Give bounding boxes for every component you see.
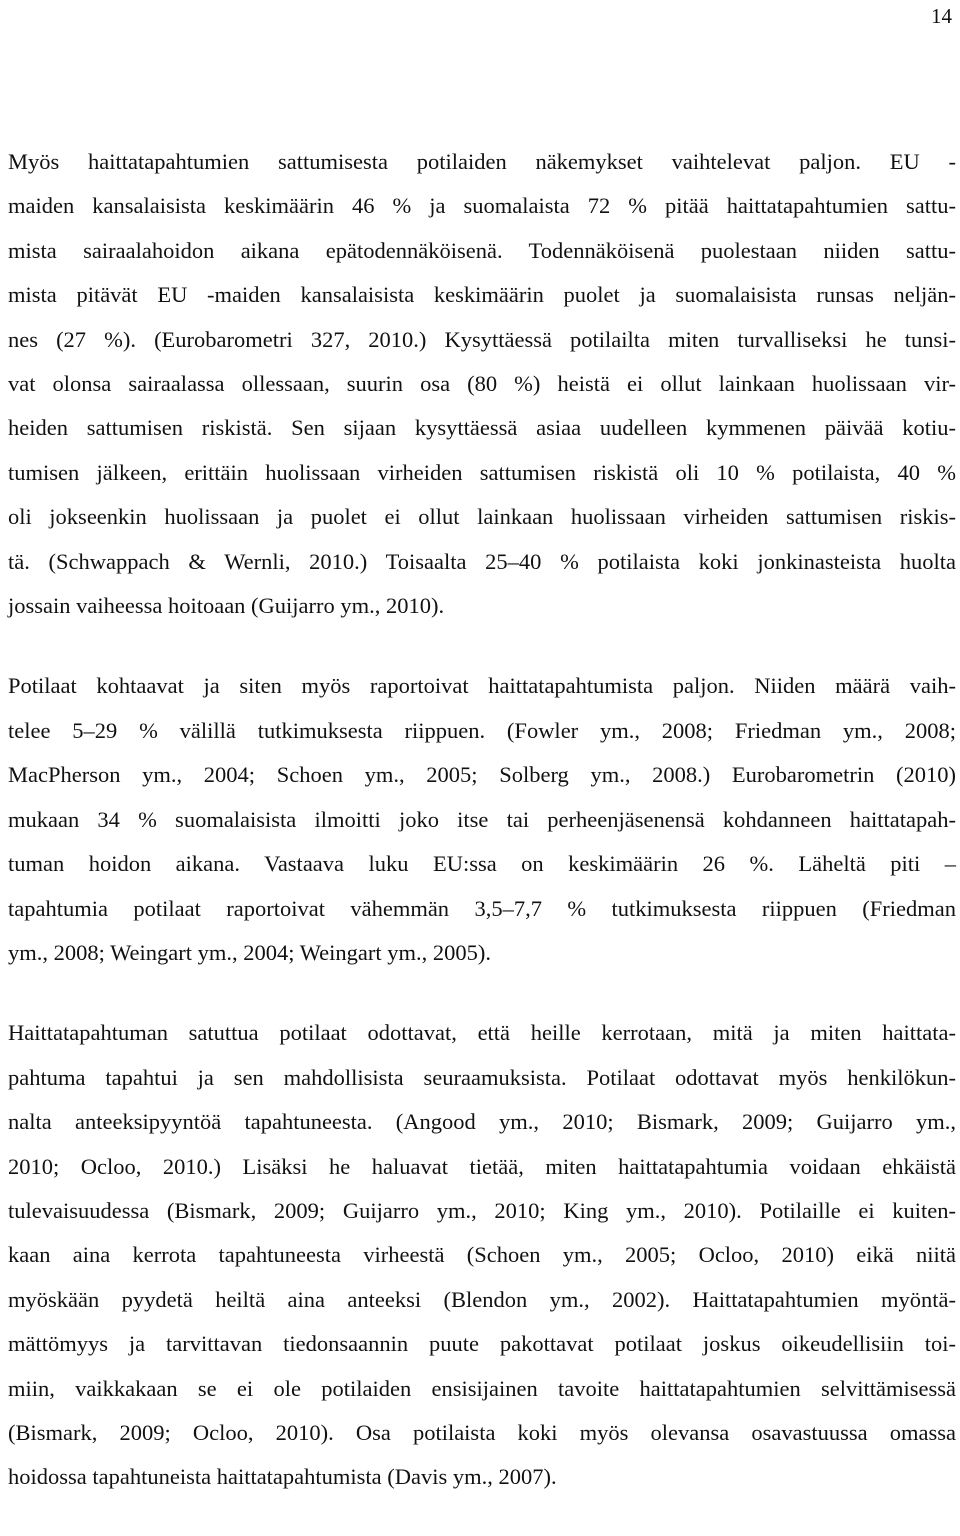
text-line: kaan aina kerrota tapahtuneesta virheestä (Schoen ym., 2005; Ocloo, 2010) eikä niitä — [8, 1242, 956, 1268]
text-line: jossain vaiheessa hoitoaan (Guijarro ym., 2010). — [8, 593, 445, 619]
paragraph-1 — [8, 140, 956, 628]
text-line: heiden sattumisen riskistä. Sen sijaan kysyttäessä asiaa uudelleen kymmenen päivää kotiu- — [8, 415, 956, 441]
text-line: Potilaat kohtaavat ja siten myös raportoivat haittatapahtumista paljon. Niiden määrä vaih- — [8, 673, 956, 699]
text-line: tä. (Schwappach & Wernli, 2010.) Toisaalta 25–40 % potilaista koki jonkinasteista huolta — [8, 548, 956, 574]
paragraph-3 — [8, 1011, 956, 1499]
text-line: myöskään pyydetä heiltä aina anteeksi (Blendon ym., 2002). Haittatapahtumien myöntä- — [8, 1286, 956, 1312]
paragraph-2 — [8, 664, 956, 975]
text-line: maiden kansalaisista keskimäärin 46 % ja suomalaista 72 % pitää haittatapahtumien sattu- — [8, 193, 956, 219]
text-line: MacPherson ym., 2004; Schoen ym., 2005; Solberg ym., 2008.) Eurobarometrin (2010) — [8, 762, 956, 788]
text-line: mukaan 34 % suomalaisista ilmoitti joko itse tai perheenjäsenensä kohdanneen haittatapah- — [8, 806, 956, 832]
text-line: oli jokseenkin huolissaan ja puolet ei ollut lainkaan huolissaan virheiden sattumisen riskis- — [8, 504, 956, 530]
text-line: (Bismark, 2009; Ocloo, 2010). Osa potilaista koki myös olevansa osavastuussa omassa — [8, 1419, 956, 1445]
text-line: mista sairaalahoidon aikana epätodennäköisenä. Todennäköisenä puolestaan niiden sattu- — [8, 237, 956, 263]
text-line: tulevaisuudessa (Bismark, 2009; Guijarro ym., 2010; King ym., 2010). Potilaille ei kuiten- — [8, 1197, 956, 1223]
text-line: ym., 2008; Weingart ym., 2004; Weingart ym., 2005). — [8, 939, 491, 965]
text-line: pahtuma tapahtui ja sen mahdollisista seuraamuksista. Potilaat odottavat myös henkilökun- — [8, 1064, 956, 1090]
text-line: tumisen jälkeen, erittäin huolissaan virheiden sattumisen riskistä oli 10 % potilaista, 40 % — [8, 459, 956, 485]
document-body — [8, 140, 956, 1536]
text-line: nalta anteeksipyyntöä tapahtuneesta. (Angood ym., 2010; Bismark, 2009; Guijarro ym., — [8, 1109, 956, 1135]
text-line: vat olonsa sairaalassa ollessaan, suurin osa (80 %) heistä ei ollut lainkaan huolissaan vir- — [8, 371, 956, 397]
text-line: mättömyys ja tarvittavan tiedonsaannin puute pakottavat potilaat joskus oikeudellisiin toi- — [8, 1331, 956, 1357]
text-line: miin, vaikkakaan se ei ole potilaiden ensisijainen tavoite haittatapahtumien selvittämisessä — [8, 1375, 956, 1401]
page-number: 14 — [931, 4, 952, 28]
text-line: nes (27 %). (Eurobarometri 327, 2010.) Kysyttäessä potilailta miten turvalliseksi he tunsi- — [8, 326, 956, 352]
text-line: mista pitävät EU -maiden kansalaisista keskimäärin puolet ja suomalaisista runsas neljän- — [8, 282, 956, 308]
text-line: Myös haittatapahtumien sattumisesta potilaiden näkemykset vaihtelevat paljon. EU - — [8, 149, 956, 174]
text-line: telee 5–29 % välillä tutkimuksesta riippuen. (Fowler ym., 2008; Friedman ym., 2008; — [8, 717, 956, 743]
text-line: tapahtumia potilaat raportoivat vähemmän 3,5–7,7 % tutkimuksesta riippuen (Friedman — [8, 895, 956, 921]
text-line: Haittatapahtuman satuttua potilaat odottavat, että heille kerrotaan, mitä ja miten haittata- — [8, 1020, 956, 1046]
text-line: tuman hoidon aikana. Vastaava luku EU:ssa on keskimäärin 26 %. Läheltä piti – — [8, 851, 956, 877]
text-line: 2010; Ocloo, 2010.) Lisäksi he haluavat tietää, miten haittatapahtumia voidaan ehkäistä — [8, 1153, 956, 1179]
text-line: hoidossa tapahtuneista haittatapahtumista (Davis ym., 2007). — [8, 1464, 557, 1490]
